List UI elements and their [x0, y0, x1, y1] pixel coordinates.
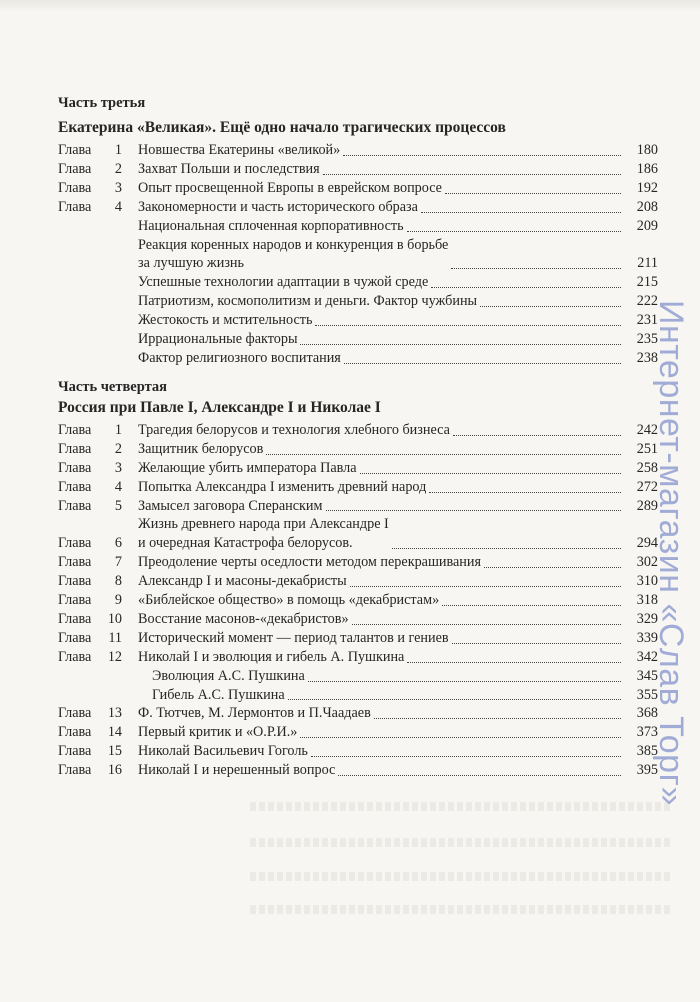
chapter-title: Новшества Екатерины «великой»	[138, 142, 341, 158]
section-title: Россия при Павле I, Александре I и Николае I	[58, 398, 381, 416]
chapter-title: Желающие убить императора Павла	[138, 459, 357, 476]
dot-leader	[431, 287, 621, 288]
chapter-number: 6	[114, 535, 122, 552]
page-number: 231	[636, 312, 658, 329]
subsection-title: Патриотизм, космополитизм и деньги. Фактор чужбины	[138, 293, 478, 310]
chapter-title: Трагедия белорусов и технология хлебного бизнеса	[138, 421, 450, 438]
toc-entry	[58, 421, 658, 440]
chapter-number: 2	[114, 160, 122, 177]
page-number: 272	[636, 478, 658, 495]
chapter-label: Глава	[58, 762, 92, 779]
part-title: Часть четвертая	[58, 378, 168, 395]
page-number: 345	[636, 667, 658, 684]
dot-leader	[480, 306, 621, 307]
dot-leader	[429, 492, 621, 493]
page-number: 238	[636, 349, 658, 366]
toc-entry	[58, 648, 658, 667]
dot-leader	[452, 643, 621, 644]
subsection-title: Эволюция А.С. Пушкина	[152, 667, 305, 684]
dot-leader	[374, 718, 621, 719]
toc-subentry	[58, 217, 658, 236]
subsection-title: Жестокость и мстительность	[138, 312, 313, 329]
toc-subentry	[58, 686, 658, 705]
dot-leader	[323, 174, 621, 175]
chapter-title: Защитник белорусов	[138, 440, 264, 457]
toc-entry	[58, 704, 658, 723]
page-number: 373	[636, 724, 658, 741]
chapter-label: Глава	[58, 198, 92, 215]
chapter-title: Николай I и эволюция и гибель А. Пушкина	[138, 648, 405, 665]
chapter-title: Николай Васильевич Гоголь	[138, 743, 308, 760]
chapter-title: Александр I и масоны-декабристы	[138, 573, 347, 590]
subsection-title: Успешные технологии адаптации в чужой среде	[138, 274, 429, 291]
chapter-title: Первый критик и «О.Р.И.»	[138, 724, 298, 741]
chapter-number: 14	[107, 724, 122, 741]
toc-entry	[58, 160, 658, 179]
dot-leader	[350, 586, 621, 587]
chapter-number: 8	[114, 573, 122, 590]
toc-subentry	[58, 330, 658, 349]
chapter-title: Жизнь древнего народа при Александре I	[138, 516, 389, 533]
page-number: 339	[636, 629, 658, 646]
page-number: 329	[636, 610, 658, 627]
chapter-number: 9	[114, 592, 122, 609]
chapter-label: Глава	[58, 592, 92, 609]
chapter-title: Опыт просвещенной Европы в еврейском вопросе	[138, 179, 442, 196]
chapter-number: 3	[114, 179, 122, 196]
chapter-title: Захват Польши и последствия	[138, 160, 320, 177]
dot-leader	[300, 737, 621, 738]
chapter-label: Глава	[58, 440, 92, 457]
page-number: 211	[637, 255, 658, 272]
chapter-label: Глава	[58, 142, 92, 158]
toc-entry	[58, 610, 658, 629]
page-number: 302	[636, 554, 658, 571]
dot-leader	[338, 775, 621, 776]
chapter-number: 4	[114, 478, 122, 495]
page-number: 318	[636, 592, 658, 609]
store-watermark: Интернет-магазин «Слав Торг»	[652, 300, 690, 806]
toc-entry	[58, 459, 658, 478]
dot-leader	[266, 454, 621, 455]
subsection-title: Гибель А.С. Пушкина	[152, 686, 285, 703]
toc-subentry	[58, 349, 658, 368]
subsection-title: Иррациональные факторы	[138, 331, 298, 348]
chapter-number: 1	[114, 142, 122, 158]
chapter-label: Глава	[58, 743, 92, 760]
chapter-number: 2	[114, 440, 122, 457]
dot-leader	[288, 699, 621, 700]
chapter-label: Глава	[58, 648, 92, 665]
toc-entry	[58, 440, 658, 459]
toc-entry	[58, 141, 658, 160]
chapter-label: Глава	[58, 629, 92, 646]
page-number: 192	[636, 179, 658, 196]
toc-subentry	[58, 236, 658, 274]
chapter-title: «Библейское общество» в помощь «декабристам»	[138, 592, 440, 609]
chapter-list	[58, 141, 658, 368]
page-number: 209	[636, 217, 658, 234]
chapter-number: 11	[108, 629, 122, 646]
dot-leader	[442, 605, 621, 606]
chapter-label: Глава	[58, 179, 92, 196]
page-number: 180	[636, 142, 658, 158]
bleed-through-text	[250, 905, 670, 914]
page-top-edge	[0, 0, 700, 12]
toc-subentry	[58, 273, 658, 292]
page-number: 342	[636, 648, 658, 665]
chapter-label: Глава	[58, 160, 92, 177]
dot-leader	[343, 155, 621, 156]
chapter-label: Глава	[58, 497, 92, 514]
toc-entry	[58, 723, 658, 742]
subsection-title: Реакция коренных народов и конкуренция в борьбе	[138, 236, 449, 253]
dot-leader	[407, 662, 621, 663]
subsection-title-continued: за лучшую жизнь	[138, 255, 244, 272]
chapter-number: 7	[114, 554, 122, 571]
chapter-number: 15	[107, 743, 122, 760]
dot-leader	[308, 681, 621, 682]
page-number: 235	[636, 331, 658, 348]
toc-entry	[58, 478, 658, 497]
part-title: Часть третья	[58, 95, 146, 111]
chapter-label: Глава	[58, 459, 92, 476]
page-number: 395	[636, 762, 658, 779]
chapter-number: 5	[114, 497, 122, 514]
page-number: 368	[636, 705, 658, 722]
chapter-title: Замысел заговора Сперанским	[138, 497, 323, 514]
page-number: 208	[636, 198, 658, 215]
chapter-number: 13	[107, 705, 122, 722]
page-number: 186	[636, 160, 658, 177]
section-title: Екатерина «Великая». Ещё одно начало трагических процессов	[58, 119, 506, 136]
dot-leader	[344, 363, 621, 364]
toc-entry	[58, 179, 658, 198]
toc-entry	[58, 572, 658, 591]
page-number: 258	[636, 459, 658, 476]
toc-entry	[58, 591, 658, 610]
chapter-label: Глава	[58, 573, 92, 590]
chapter-label: Глава	[58, 610, 92, 627]
toc-entry	[58, 198, 658, 217]
page-number: 294	[636, 535, 658, 552]
dot-leader	[445, 193, 621, 194]
chapter-number: 16	[107, 762, 122, 779]
chapter-label: Глава	[58, 554, 92, 571]
page-number: 222	[636, 293, 658, 310]
toc-entry	[58, 515, 658, 553]
chapter-label: Глава	[58, 705, 92, 722]
dot-leader	[352, 624, 621, 625]
toc-entry	[58, 761, 658, 780]
chapter-number: 10	[107, 610, 122, 627]
subsection-title: Фактор религиозного воспитания	[138, 349, 341, 366]
chapter-title: Николай I и нерешенный вопрос	[138, 762, 336, 779]
table-of-contents	[58, 94, 658, 780]
toc-entry	[58, 553, 658, 572]
chapter-title: Преодоление черты оседлости методом перекрашивания	[138, 554, 482, 571]
chapter-label: Глава	[58, 535, 92, 552]
chapter-title: Закономерности и часть исторического образа	[138, 198, 418, 215]
dot-leader	[484, 567, 621, 568]
page-number: 251	[636, 440, 658, 457]
chapter-title: Попытка Александра I изменить древний народ	[138, 478, 427, 495]
chapter-title: Восстание масонов-«декабристов»	[138, 610, 349, 627]
dot-leader	[326, 510, 622, 511]
dot-leader	[421, 212, 621, 213]
chapter-number: 4	[114, 198, 122, 215]
page-number: 355	[636, 686, 658, 703]
dot-leader	[315, 325, 621, 326]
toc-subentry	[58, 667, 658, 686]
dot-leader	[407, 231, 621, 232]
dot-leader	[360, 473, 621, 474]
page-number: 310	[636, 573, 658, 590]
toc-subentry	[58, 292, 658, 311]
chapter-title: Исторический момент — период талантов и гениев	[138, 629, 449, 646]
dot-leader	[453, 435, 621, 436]
page-number: 289	[636, 497, 658, 514]
subsection-title: Национальная сплоченная корпоративность	[138, 217, 404, 234]
toc-subentry	[58, 311, 658, 330]
chapter-label: Глава	[58, 421, 92, 438]
chapter-number: 12	[107, 648, 122, 665]
page-number: 215	[636, 274, 658, 291]
dot-leader	[451, 268, 621, 269]
toc-entry	[58, 742, 658, 761]
bleed-through-text	[250, 872, 670, 881]
chapter-list	[58, 421, 658, 780]
chapter-number: 3	[114, 459, 122, 476]
bleed-through-text	[250, 838, 670, 847]
dot-leader	[300, 344, 621, 345]
dot-leader	[392, 548, 621, 549]
page-number: 242	[636, 421, 658, 438]
toc-entry	[58, 629, 658, 648]
chapter-title: Ф. Тютчев, М. Лермонтов и П.Чаадаев	[138, 705, 371, 722]
chapter-title-continued: и очередная Катастрофа белорусов.	[138, 535, 353, 552]
dot-leader	[311, 756, 621, 757]
toc-entry	[58, 497, 658, 516]
chapter-number: 1	[114, 421, 122, 438]
page-number: 385	[636, 743, 658, 760]
bleed-through-text	[250, 802, 670, 811]
chapter-label: Глава	[58, 724, 92, 741]
chapter-label: Глава	[58, 478, 92, 495]
